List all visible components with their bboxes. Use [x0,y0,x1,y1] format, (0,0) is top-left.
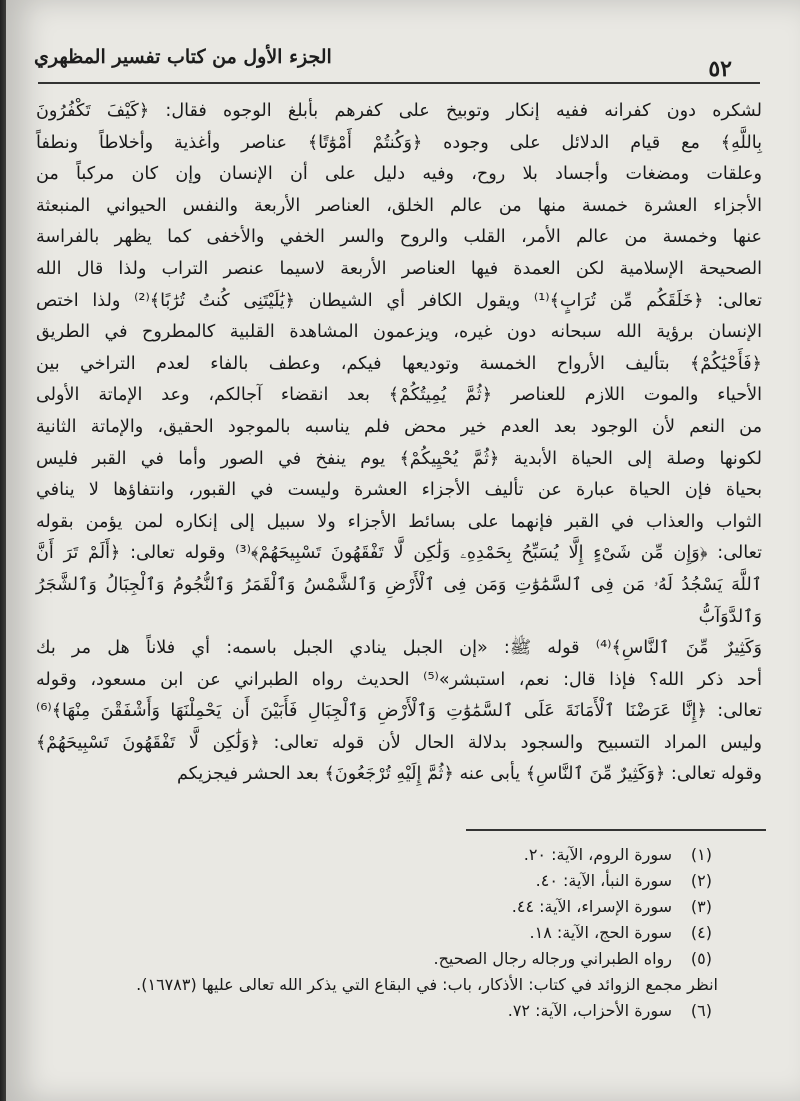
footnote-text: سورة الروم، الآية: ٢٠. [523,845,672,864]
footnote-text: سورة النبأ، الآية: ٤٠. [535,871,672,890]
book-page [6,0,800,1101]
body-line: من النعم لأن الوجود بعد العدم خير محض فلم يناسبه بالموجود الحقيق، والإماتة الثانية [36,416,762,437]
body-line: بحياة فإن الحياة عبارة عن تأليف الأجزاء العشرة وليست في القبور، وانتفاؤها لا ينافي [36,480,762,501]
footnote-item [66,946,712,972]
body-line: عنها وخمسة من عالم الأمر، القلب والروح والسر الخفي والأخفى كما يظهر بالفراسة [36,227,762,248]
footnote-item [66,920,712,946]
header-rule [38,82,760,84]
page-header [34,44,762,84]
body-line: بِاللَّهِ﴾ مع قيام الدلائل على وجوده ﴿وَكُنتُمْ أَمْوَٰتًا﴾ عناصر وأغذية وأخلاطاً ونطفاً [36,132,762,153]
footnote-item [66,868,712,894]
footnote-marker: (٣) [690,897,712,916]
body-line: لكونها وصلة إلى الحياة الأبدية ﴿ثُمَّ يُحْيِيكُمْ﴾ يوم ينفخ في الصور وأما في القبر فليس [36,448,762,469]
footnote-text: سورة الإسراء، الآية: ٤٤. [511,897,672,916]
body-line: الأحياء والموت اللازم للعناصر ﴿ثُمَّ يُمِيتُكُمْ﴾ بعد انقضاء آجالكم، وعد الإماتة الأولى [36,385,762,406]
body-line: تعالى: ﴿وَإِن مِّن شَىْءٍ إِلَّا يُسَبِّحُ بِحَمْدِهِۦ وَلَٰكِن لَّا تَفْقَهُونَ تَسْبِيحَهُمْ﴾⁽³⁾ وقوله تعالى: ﴿أَلَمْ تَرَ أَنَّ [36,543,763,564]
body-line: وقوله تعالى: ﴿وَكَثِيرٌ مِّنَ ٱلنَّاسِ﴾ يأبى عنه ﴿ثُمَّ إِلَيْهِ تُرْجَعُونَ﴾ بعد الحشر فيجزيكم [176,764,762,785]
footnote-marker: (٥) [690,949,712,968]
footnote-item [66,894,712,920]
running-title: الجزء الأول من كتاب تفسير المظهري [34,46,332,68]
footnote-text: انظر مجمع الزوائد في كتاب: الأذكار، باب: في البقاع التي يذكر الله تعالى عليها (١٦٧٨٣). [136,975,718,994]
body-line: الإنسان برؤية الله سبحانه دون غيره، ويزعمون المشاهدة القلبية كالمطروح في الطريق [36,322,762,343]
body-line: ٱللَّهَ يَسْجُدُ لَهُۥ مَن فِى ٱلسَّمَٰوَٰتِ وَمَن فِى ٱلْأَرْضِ وَٱلشَّمْسُ وَٱلْقَمَرُ وَٱلنُّجُومُ وَٱلْجِبَالُ وَٱلشَّجَرُ وَٱلدَّوَآبُّ [36,574,762,627]
footnote-item [66,972,718,998]
body-line: لشكره دون كفرانه ففيه إنكار وتوبيخ على كفرهم بأبلغ الوجوه فقال: ﴿كَيْفَ تَكْفُرُونَ [36,101,762,121]
body-line: وعلقات ومضغات وأجساد بلا روح، وفيه دليل على أن الإنسان وإن كان مركباً من [36,164,762,185]
body-line: تعالى: ﴿إِنَّا عَرَضْنَا ٱلْأَمَانَةَ عَلَى ٱلسَّمَٰوَٰتِ وَٱلْأَرْضِ وَٱلْجِبَالِ فَأَبَيْنَ أَن يَحْمِلْنَهَا وَأَشْفَقْنَ مِنْهَا﴾⁽⁶⁾ [36,701,762,722]
body-text [36,96,762,791]
footnotes [66,842,718,1024]
footnote-marker: (١) [690,845,712,864]
body-line: تعالى: ﴿خَلَقَكُم مِّن تُرَابٍ﴾⁽¹⁾ ويقول الكافر أي الشيطان ﴿يَٰلَيْتَنِى كُنتُ تُرَٰبًا﴾⁽²⁾ ولذا اختص [36,290,762,311]
footnote-rule [466,829,766,831]
footnote-item [66,998,712,1024]
footnote-item [66,842,712,868]
footnote-marker: (٢) [690,871,712,890]
page-number: ٥٢ [708,56,732,82]
footnote-marker: (٦) [690,1001,712,1020]
body-line: ﴿فَأَحْيَٰكُمْ﴾ بتأليف الأرواح الخمسة وتوديعها فيكم، وعطف بالفاء لعدم التراخي بين [36,353,762,374]
footnote-text: رواه الطبراني ورجاله رجال الصحيح. [433,949,672,968]
body-line: الأجزاء العشرة خمسة منها من عالم الخلق، العناصر الأربعة والنفس الحيواني المنبعثة [36,195,762,216]
body-line: وليس المراد التسبيح والسجود بدلالة الحال لأن قوله تعالى: ﴿وَلَٰكِن لَّا تَفْقَهُونَ تَسْبِيحَهُمْ﴾ [36,732,762,753]
footnote-text: سورة الأحزاب، الآية: ٧٢. [507,1001,672,1020]
body-line: أحد ذكر الله؟ فإذا قال: نعم، استبشر»⁽⁵⁾ الحديث رواه الطبراني عن ابن مسعود، وقوله [36,669,762,690]
footnote-text: سورة الحج، الآية: ١٨. [529,923,672,942]
body-line: الثواب والعذاب في القبر فإنهما على بسائط الأجزاء ولا سبيل إلى إنكاره لمن يؤمن بقوله [36,511,762,532]
body-line: الصحيحة الإسلامية لكن العمدة فيها العناصر الأربعة لاسيما عنصر التراب ولذا قال الله [36,258,762,279]
footnote-marker: (٤) [690,923,712,942]
body-line: وَكَثِيرٌ مِّنَ ٱلنَّاسِ﴾⁽⁴⁾ قوله ﷺ: «إن الجبل ينادي الجبل باسمه: أي فلاناً هل مر بك [36,638,762,659]
